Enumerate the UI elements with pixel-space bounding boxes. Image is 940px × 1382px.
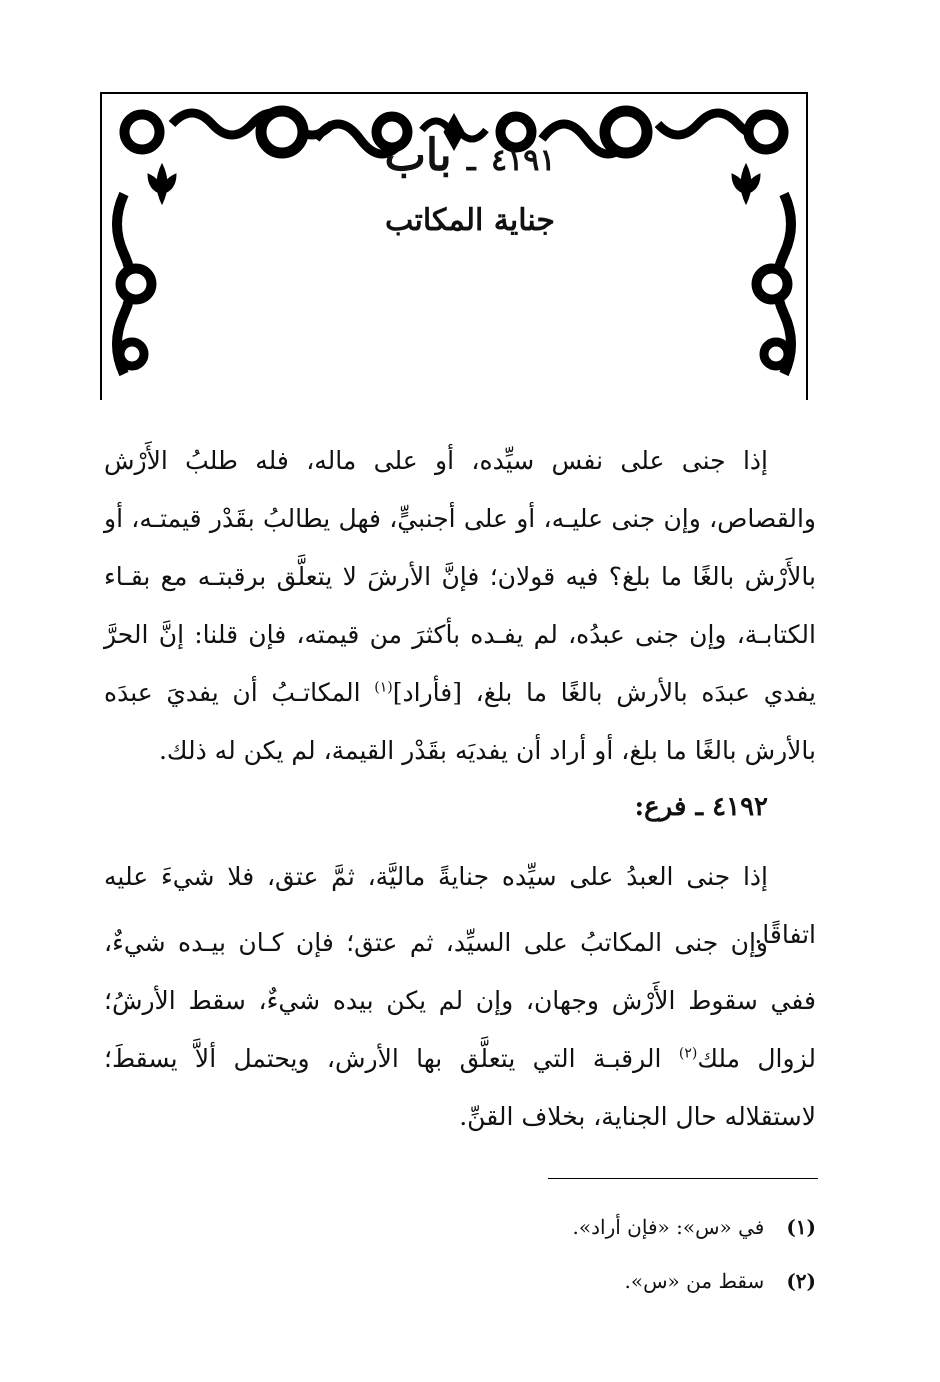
paragraph-2-text: إذا جنى العبدُ على سيِّده جنايةً ماليَّة، ثمَّ عتق، فلا شيءَ عليه اتفاقًا. — [104, 862, 816, 949]
bab-line — [0, 126, 940, 191]
footnote-ref-1: (١) — [374, 679, 393, 696]
chapter-title: جناية المكاتب — [385, 203, 555, 238]
paragraph-3-part-b: الرقبـة التي يتعلَّق بها الأرش، ويحتمل ألاَّ يسقطَ؛ لاستقلاله حال الجناية، بخلاف القنِّ. — [104, 1044, 816, 1131]
bab-number: ٤١٩١ — [491, 143, 556, 178]
footnote-1 — [104, 1200, 816, 1254]
bab-separator: ـ — [466, 143, 476, 178]
footnote-number: (٢) — [786, 1269, 816, 1293]
paragraph-1-part-b: المكاتـبُ أن يفديَ عبدَه بالأرش بالغًا ما بلغ، أو أراد أن يفديَه بقَدْر القيمة، لم يكن له ذلك. — [104, 678, 816, 765]
footnote-text: سقط من «س». — [624, 1269, 765, 1293]
paragraph-3-text — [104, 914, 816, 1146]
footnote-2 — [104, 1254, 816, 1308]
paragraph-3-part-a: وإن جنى المكاتبُ على السيِّد، ثم عتق؛ فإن كـان بيـده شيءٌ، ففي سقوط الأَرْش وجهان، وإن لم يكن بيده شيءٌ، سقط الأرشُ؛ لزوال ملك — [104, 928, 816, 1073]
paragraph-1-part-a: إذا جنى على نفس سيِّده، أو على ماله، فله طلبُ الأَرْش والقصاص، وإن جنى عليـه، أو على أجنبيٍّ، فهل يطالبُ بقَدْر قيمتـه، أو بالأَرْش بالغًا ما بلغ؟ فيه قولان؛ فإنَّ الأرشَ لا يتعلَّق برقبتـه مع بقـاء الكتابـة، وإن جنى عبدُه، لم يفـده بأكثرَ من قيمته، فإن قلنا: إنَّ الحرَّ يفدي عبدَه بالأرش بالغًا ما بلغ، [فأراد] — [104, 446, 816, 707]
bab-word: باب — [384, 130, 452, 181]
footnote-ref-2: (٢) — [678, 1045, 698, 1062]
paragraph-1-text — [104, 432, 816, 780]
chapter-heading — [0, 126, 940, 238]
footnote-text: في «س»: «فإن أراد». — [572, 1215, 765, 1239]
paragraph-1 — [104, 432, 816, 780]
footnotes — [104, 1200, 816, 1308]
fara-heading: ٤١٩٢ ـ فرع: — [634, 792, 768, 822]
footnote-number: (١) — [786, 1215, 816, 1239]
paragraph-3 — [104, 914, 816, 1146]
footnote-divider — [548, 1178, 818, 1179]
